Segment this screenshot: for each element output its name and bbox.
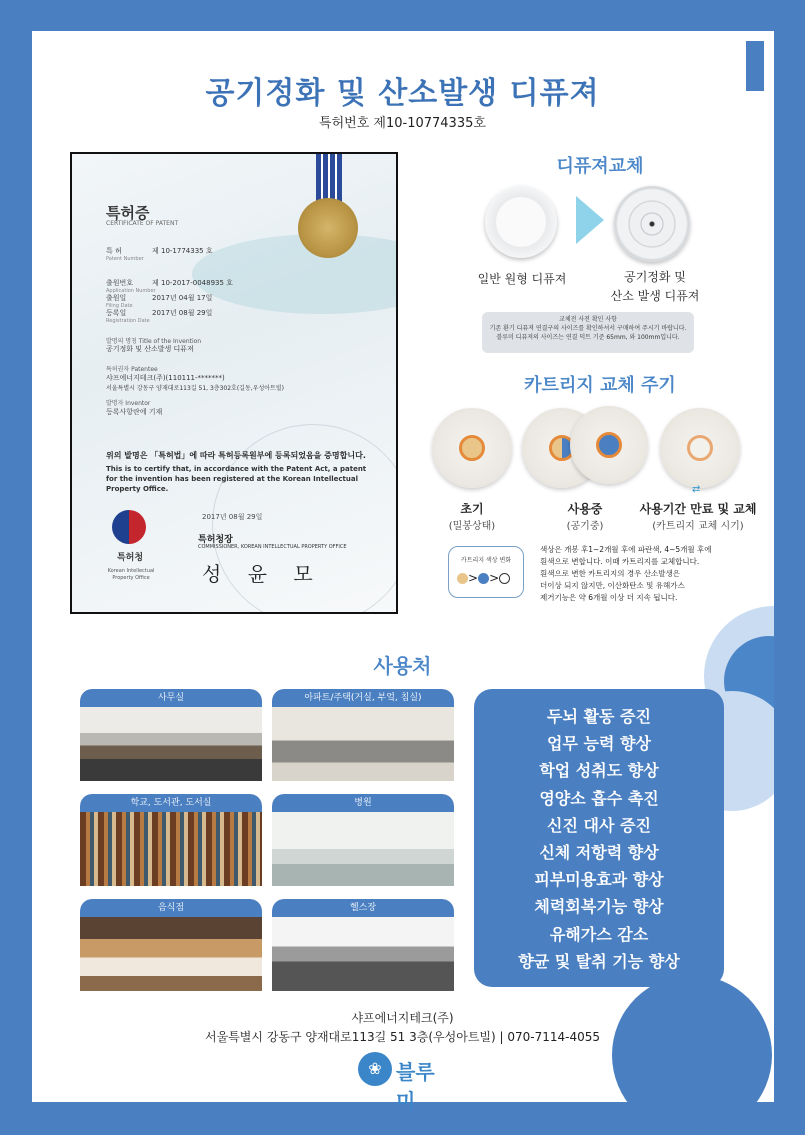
benefit-item: 영양소 흡수 촉진	[539, 788, 659, 808]
note-line: 기존 환기 디퓨져 연결구의 사이즈를 확인하셔서 구매하여 주시기 바랍니다.	[489, 325, 687, 332]
oxygen-diffuser-icon	[614, 186, 690, 262]
row-value: 2017년 08월 29일	[152, 309, 213, 317]
signature: 성 윤 모	[202, 562, 323, 586]
row-label: 출원번호	[106, 279, 134, 287]
place-gym	[272, 899, 454, 991]
round-diffuser-icon	[485, 186, 557, 258]
certificate-statement-ko: 위의 발명은 「특허법」에 따라 특허등록원부에 등록되었음을 증명합니다.	[106, 451, 366, 460]
benefit-item: 신체 저항력 향상	[539, 843, 659, 863]
inventor-value: 등록사항란에 기재	[106, 408, 163, 416]
gym-photo	[272, 917, 454, 991]
caption-line: 산소 발생 디퓨져	[610, 289, 700, 303]
description-line: 제거기능은 약 6개월 이상 더 지속 됩니다.	[540, 593, 678, 602]
apartment-photo	[272, 707, 454, 781]
stage-name: 초기	[460, 502, 484, 516]
office-photo	[80, 707, 262, 781]
certificate-wave-decoration	[192, 234, 398, 314]
cartridge-dot-icon	[459, 435, 485, 461]
place-label: 헬스장	[272, 899, 454, 917]
benefits-list	[474, 689, 724, 975]
color-sequence: > >	[457, 571, 510, 585]
place-label: 학교, 도서관, 도서실	[80, 794, 262, 812]
inventor-label: 발명자 Inventor	[106, 400, 151, 407]
place-school	[80, 794, 262, 886]
patent-number-row	[106, 246, 213, 262]
row-value: 2017년 04월 17일	[152, 294, 213, 302]
company-address: 서울특별시 강동구 양재대로113길 51 3층(우성아트빌) | 070-7114-4055	[205, 1030, 600, 1044]
benefit-item: 유해가스 감소	[549, 924, 649, 944]
decorative-circle	[612, 975, 772, 1135]
round-diffuser-caption: 일반 원형 디퓨져	[477, 272, 567, 286]
cartridge-initial-image	[432, 408, 512, 488]
gold-seal-icon	[298, 198, 358, 258]
place-hospital	[272, 794, 454, 886]
benefits-panel	[474, 689, 724, 987]
color-change-box	[448, 546, 524, 598]
color-change-title: 카트리지 색상 변화	[460, 557, 512, 564]
office-title: 특허청장	[198, 535, 233, 545]
benefit-item: 신진 대사 증진	[547, 815, 651, 835]
cartridge-expired-image	[660, 408, 740, 488]
stage-expired	[628, 500, 768, 532]
stage-sub: (공기중)	[566, 521, 604, 532]
cartridge-dot-icon	[687, 435, 713, 461]
invention-label: 발명의 명칭 Title of the Invention	[106, 338, 202, 345]
usage-heading: 사용처	[373, 654, 432, 678]
row-label-en: Application Number	[106, 288, 156, 294]
stage-sub: (카트리지 교체 시기)	[652, 521, 744, 532]
cartridge-heading: 카트리지 교체 주기	[524, 375, 676, 396]
stage-using	[540, 500, 630, 532]
registration-row	[106, 308, 212, 324]
stage-sub: (밀봉상태)	[448, 521, 496, 532]
place-label: 병원	[272, 794, 454, 812]
page-title: 공기정화 및 산소발생 디퓨져	[205, 76, 600, 111]
company-name: 샤프에너지테크(주)	[351, 1011, 454, 1025]
leaf-icon: ❀	[358, 1052, 392, 1086]
benefit-item: 두뇌 활동 증진	[547, 707, 651, 726]
row-label-en: Patent Number	[106, 256, 144, 262]
row-label-en: Filing Date	[106, 303, 133, 309]
patentee-value: 샤프에너지테크(주)(110111-*******)	[106, 374, 225, 382]
filing-row	[106, 293, 212, 309]
arrow-right-icon	[576, 196, 604, 244]
caption-line: 공기정화 및	[624, 270, 686, 284]
place-restaurant	[80, 899, 262, 991]
application-row	[106, 278, 233, 294]
row-value: 제 10-2017-0048935 호	[152, 279, 233, 287]
benefit-item: 학업 성취도 향상	[539, 761, 659, 781]
certificate-title-en: CERTIFICATE OF PATENT	[106, 220, 179, 227]
benefit-item: 업무 능력 향상	[547, 734, 651, 754]
patentee-address: 서울특별시 강동구 양재대로113길 51, 3층302호(길동,우성아트빌)	[106, 385, 284, 392]
library-photo	[80, 812, 262, 886]
place-label: 음식점	[80, 899, 262, 917]
patentee-label: 특허권자 Patentee	[106, 366, 158, 373]
certificate-date: 2017년 08월 29일	[202, 513, 263, 521]
hospital-photo	[272, 812, 454, 886]
description-line: 흰색으로 변합니다. 이때 카트리지를 교체합니다.	[540, 557, 700, 566]
certificate-statement-en: This is to certify that, in accordance with the Patent Act, a patent for the invention has been registered at the Korean Intellectual Property Office.	[106, 465, 367, 493]
note-line: 블루미 디퓨져의 사이즈는 연결 덕트 기준 65mm, 와 100mm입니다.	[496, 334, 680, 341]
place-label: 아파트/주택(거실, 부엌, 침실)	[272, 689, 454, 707]
oxygen-diffuser-caption	[595, 268, 715, 306]
certificate-title: 특허증	[106, 204, 150, 222]
patent-certificate	[70, 152, 398, 614]
place-office	[80, 689, 262, 781]
benefit-item: 향균 및 탈취 기능 향상	[518, 951, 680, 971]
cartridge-using-image	[570, 406, 648, 484]
stage-initial	[432, 500, 512, 532]
place-label: 사무실	[80, 689, 262, 707]
cartridge-dot-icon	[596, 432, 622, 458]
invention-value: 공기정화 및 산소발생 디퓨져	[106, 345, 194, 353]
beige-dot-icon	[457, 573, 468, 584]
description-line: 색상은 개봉 후1~2개월 후에 파란색, 4~5개월 후에	[540, 545, 712, 554]
patent-number: 특허번호 제10-10774335호	[319, 116, 486, 131]
row-label: 출원일	[106, 294, 127, 302]
kipo-name: 특허청	[116, 553, 144, 563]
white-dot-icon	[499, 573, 510, 584]
kipo-name-en: Korean Intellectual Property Office	[107, 568, 155, 581]
swap-icon: ⇄	[692, 484, 701, 495]
brand-name: 블루미	[396, 1060, 435, 1113]
brand-logo	[358, 1052, 448, 1113]
benefit-item: 피부미용효과 향상	[534, 870, 664, 890]
stage-name: 사용기간 만료 및 교체	[639, 502, 757, 516]
office-title-en: COMMISSIONER, KOREAN INTELLECTUAL PROPERTY OFFICE	[198, 544, 347, 550]
row-label: 특 허	[106, 247, 122, 255]
row-value: 제 10-1774335 호	[152, 247, 213, 255]
note-title: 교체전 사전 확인 사항	[559, 316, 617, 323]
diffuser-heading: 디퓨져교체	[556, 156, 644, 177]
description-line: 더이상 되지 않지만, 이산화탄소 및 유해가스	[540, 581, 685, 590]
color-change-description	[540, 544, 740, 604]
replacement-note	[482, 312, 694, 353]
stage-name: 사용중	[567, 502, 603, 516]
description-line: 흰색으로 변한 카트리지의 경우 산소발생은	[540, 569, 680, 578]
restaurant-photo	[80, 917, 262, 991]
place-apartment	[272, 689, 454, 781]
row-label-en: Registration Date	[106, 318, 150, 324]
benefit-item: 체력회복기능 향상	[534, 897, 664, 917]
row-label: 등록일	[106, 309, 127, 317]
blue-dot-icon	[478, 573, 489, 584]
kipo-logo-icon	[112, 510, 146, 544]
